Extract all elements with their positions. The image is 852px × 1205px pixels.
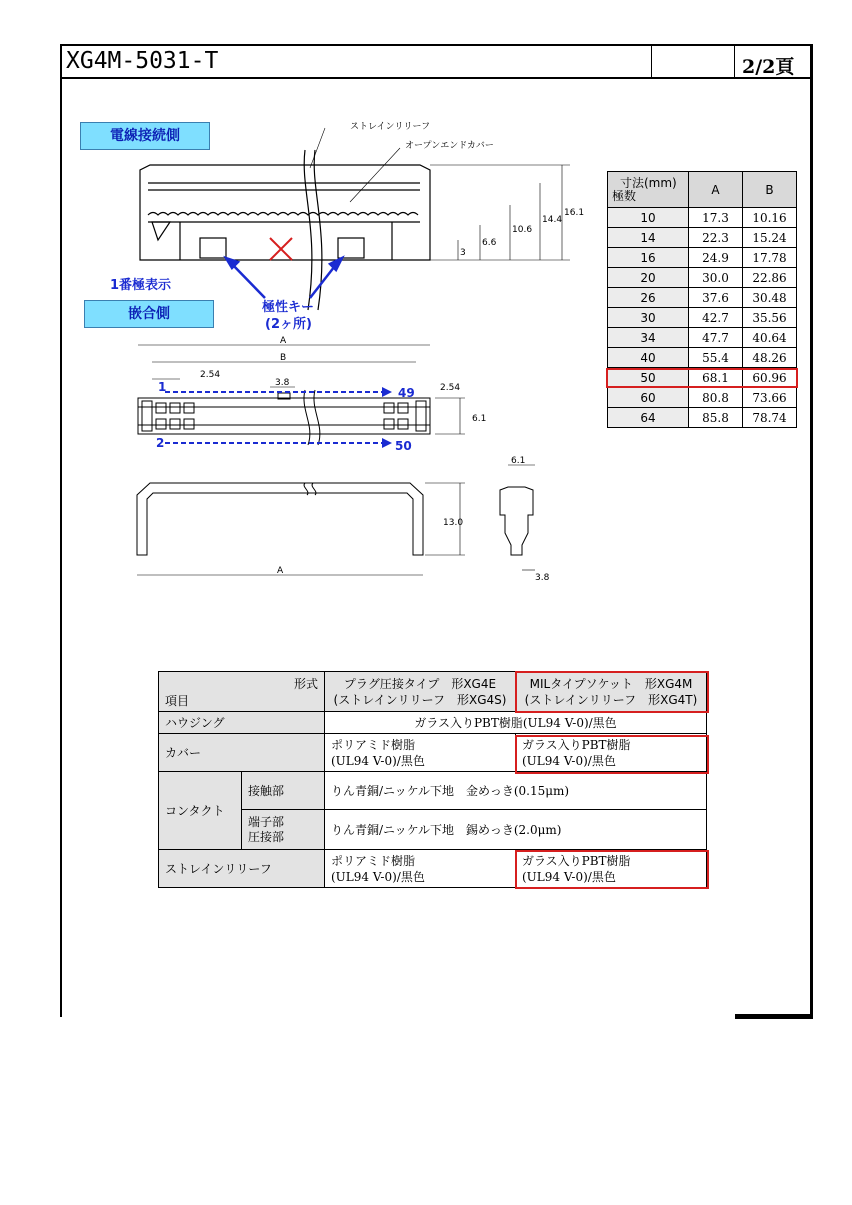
dimension-table [607, 171, 797, 428]
table-row [608, 288, 797, 308]
dim-b-value: 30.48 [743, 288, 797, 308]
spec-corner-header [159, 672, 325, 712]
spec-form-header: 形式 [293, 676, 318, 691]
table-row [608, 248, 797, 268]
dim-b: B [280, 353, 287, 363]
dim-a: A [280, 336, 287, 346]
spec-col2-line1: MILタイプソケット 形XG4M [529, 676, 693, 691]
spec-housing-value: ガラス入りPBT樹脂(UL94 V-0)/黒色 [325, 712, 707, 734]
dim-b-value: 78.74 [743, 408, 797, 428]
dim-height: 13.0 [443, 518, 464, 528]
spec-cover-label: カバー [159, 734, 325, 772]
spec-col2-line2: (ストレインリリーフ 形XG4T) [524, 692, 698, 707]
spec-strain-col1 [325, 850, 516, 888]
pole-count: 64 [608, 408, 689, 428]
dim-table-corner [608, 172, 689, 208]
pole-count: 26 [608, 288, 689, 308]
highlight-col2-header [515, 671, 709, 713]
dim-a-value: 22.3 [689, 228, 743, 248]
spec-strain-col1-line1: ポリアミド樹脂 [331, 853, 416, 868]
table-row [608, 408, 797, 428]
strain-relief-callout: ストレインリリーフ [350, 122, 431, 132]
table-row [608, 208, 797, 228]
header-cell-divider [651, 44, 652, 78]
dim-width: 6.1 [472, 414, 487, 424]
pole-count: 30 [608, 308, 689, 328]
pole-count: 40 [608, 348, 689, 368]
spec-cover-col2-line2: (UL94 V-0)/黒色 [522, 753, 616, 768]
spec-col1-line2: (ストレインリリーフ 形XG4S) [333, 692, 507, 707]
dim-b-value: 10.16 [743, 208, 797, 228]
spec-strain-relief-label: ストレインリリーフ [159, 850, 325, 888]
spec-cover-col2-line1: ガラス入りPBT樹脂 [522, 737, 631, 752]
dim-b-value: 15.24 [743, 228, 797, 248]
open-end-cover-callout: オープンエンドカバー [405, 141, 494, 151]
spec-item-header: 項目 [165, 693, 190, 708]
wire-side-label: 電線接続側 [80, 122, 210, 150]
dim-6-6: 6.6 [482, 238, 497, 248]
dim-a-value: 42.7 [689, 308, 743, 328]
table-row [608, 348, 797, 368]
connector-top-view [100, 110, 590, 340]
pole-count: 34 [608, 328, 689, 348]
spec-strain-col2-line1: ガラス入りPBT樹脂 [522, 853, 631, 868]
pin-49-label: 49 [398, 386, 415, 400]
dim-header-top: 寸法(mm) [620, 175, 677, 190]
dim-col-b: B [743, 172, 797, 208]
pin-2-label: 2 [156, 436, 165, 450]
dim-a-value: 17.3 [689, 208, 743, 228]
dim-b-value: 35.56 [743, 308, 797, 328]
table-row [608, 388, 797, 408]
dim-a-value: 24.9 [689, 248, 743, 268]
pole-count: 10 [608, 208, 689, 228]
dim-a-value: 37.6 [689, 288, 743, 308]
dim-col-a: A [689, 172, 743, 208]
frame-right [810, 44, 813, 1019]
polarity-key-label: 極性キー [262, 300, 315, 315]
table-row [608, 328, 797, 348]
page-number: 2/2頁 [742, 56, 795, 78]
pin-50-label: 50 [395, 439, 412, 453]
frame-top [60, 44, 813, 46]
spec-contact-sub1: 接触部 [242, 772, 325, 810]
spec-contact-value1: りん青銅/ニッケル下地 金めっき(0.15μm) [325, 772, 707, 810]
spec-housing-label: ハウジング [159, 712, 325, 734]
dim-3-8-side: 3.8 [535, 573, 550, 583]
spec-cover-col1-line2: (UL94 V-0)/黒色 [331, 753, 425, 768]
spec-col1-header [325, 672, 516, 712]
header-divider [60, 77, 813, 79]
pin-1-label: 1 [158, 380, 167, 394]
dim-14-4: 14.4 [542, 215, 563, 225]
dim-a-bottom: A [277, 566, 284, 576]
dim-a-value: 68.1 [689, 368, 743, 388]
spec-strain-col1-line2: (UL94 V-0)/黒色 [331, 869, 425, 884]
pole-count: 50 [608, 368, 689, 388]
frame-left [60, 44, 62, 1017]
pole-count: 14 [608, 228, 689, 248]
dim-a-value: 47.7 [689, 328, 743, 348]
table-row [608, 228, 797, 248]
document-title: XG4M-5031-T [66, 48, 219, 74]
spec-contact-value2: りん青銅/ニッケル下地 錫めっき(2.0μm) [325, 810, 707, 850]
dim-a-value: 85.8 [689, 408, 743, 428]
connector-mating-view [120, 335, 500, 460]
dim-a-value: 30.0 [689, 268, 743, 288]
dim-10-6: 10.6 [512, 225, 533, 235]
dim-3: 3 [460, 248, 466, 258]
spec-cover-col1-line1: ポリアミド樹脂 [331, 737, 416, 752]
dim-b-value: 40.64 [743, 328, 797, 348]
spec-strain-col2-line2: (UL94 V-0)/黒色 [522, 869, 616, 884]
pole-count: 16 [608, 248, 689, 268]
dim-key-width: 3.8 [275, 378, 290, 388]
pin1-indicator-label: 1番極表示 [110, 278, 172, 293]
spec-contact-sub2-line1: 端子部 [248, 814, 285, 829]
dim-a-value: 55.4 [689, 348, 743, 368]
dim-b-value: 73.66 [743, 388, 797, 408]
spec-contact-label: コンタクト [159, 772, 242, 850]
mating-side-label: 嵌合側 [84, 300, 214, 328]
dim-b-value: 22.86 [743, 268, 797, 288]
highlight-cover-col2 [515, 735, 709, 774]
pole-count: 60 [608, 388, 689, 408]
pole-count: 20 [608, 268, 689, 288]
dim-pitch: 2.54 [200, 370, 221, 380]
selected-row-highlight [606, 368, 798, 388]
frame-corner-mark [735, 1014, 813, 1019]
spec-contact-sub2 [242, 810, 325, 850]
dim-b-value: 48.26 [743, 348, 797, 368]
header-cell-divider [734, 44, 735, 78]
dim-a-value: 80.8 [689, 388, 743, 408]
highlight-strain-col2 [515, 850, 709, 889]
dim-16-1: 16.1 [564, 208, 585, 218]
spec-contact-sub2-line2: 圧接部 [248, 829, 285, 844]
polarity-key-count: (2ヶ所) [265, 317, 312, 332]
dim-b-value: 17.78 [743, 248, 797, 268]
table-row [608, 268, 797, 288]
table-row [608, 308, 797, 328]
spec-cover-col1 [325, 734, 516, 772]
dim-6-1-side: 6.1 [511, 456, 526, 466]
connector-side-view [125, 455, 565, 590]
dim-header-bottom: 極数 [612, 188, 637, 203]
dim-b-value: 60.96 [743, 368, 797, 388]
spec-col1-line1: プラグ圧接タイプ 形XG4E [343, 676, 497, 691]
dim-row-pitch: 2.54 [440, 383, 461, 393]
